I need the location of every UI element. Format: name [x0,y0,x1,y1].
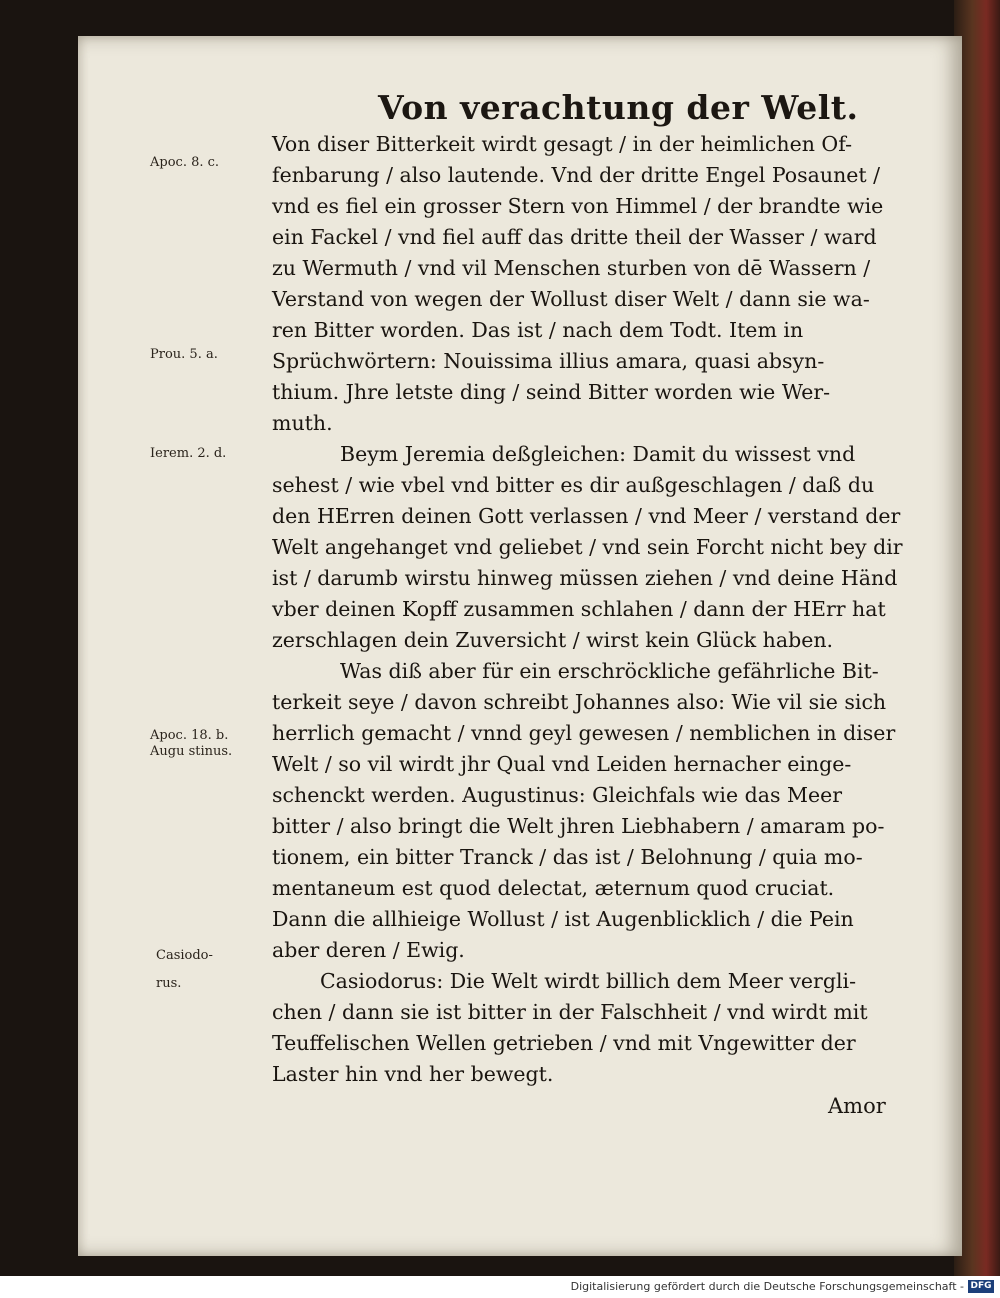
footer-bar [0,1276,1000,1298]
catchword: Amor [828,1094,886,1118]
text-line: ein Fackel / vnd fiel auff das dritte theil der Wasser / ward [272,225,877,249]
text-line: zerschlagen dein Zuversicht / wirst kein Glück haben. [272,628,834,652]
text-line: zu Wermuth / vnd vil Menschen sturben von dē Wassern / [272,256,871,280]
text-line: ist / darumb wirstu hinweg müssen ziehen / vnd deine Händ [272,566,898,590]
text-line: schenckt werden. Augustinus: Gleichfals wie das Meer [272,783,843,807]
text-line: Welt / so vil wirdt jhr Qual vnd Leiden hernacher einge- [272,752,852,776]
text-line: mentaneum est quod delectat, æternum quod cruciat. [272,876,835,900]
text-line: thium. Jhre letste ding / seind Bitter worden wie Wer- [272,380,831,404]
text-line: Dann die allhieige Wollust / ist Augenblicklich / die Pein [272,907,854,931]
text-line: Welt angehanget vnd geliebet / vnd sein Forcht nicht bey dir [272,535,903,559]
text-line: tionem, ein bitter Tranck / das ist / Belohnung / quia mo- [272,845,863,869]
dfg-logo-icon: DFG [968,1280,994,1293]
text-line: bitter / also bringt die Welt jhren Liebhabern / amaram po- [272,814,885,838]
running-head: Von verachtung der Welt. [378,88,859,127]
text-line: Sprüchwörtern: Nouissima illius amara, quasi absyn- [272,349,825,373]
text-line: vber deinen Kopff zusammen schlahen / dann der HErr hat [272,597,886,621]
text-line: terkeit seye / davon schreibt Johannes also: Wie vil sie sich [272,690,887,714]
text-line: Verstand von wegen der Wollust diser Welt / dann sie wa- [272,287,870,311]
text-line: sehest / wie vbel vnd bitter es dir außgeschlagen / daß du [272,473,875,497]
text-line: vnd es fiel ein grosser Stern von Himmel / der brandte wie [272,194,884,218]
text-line: aber deren / Ewig. [272,938,465,962]
book-page [78,36,962,1256]
text-line: Was diß aber für ein erschröckliche gefährliche Bit- [340,659,879,683]
text-line: Casiodorus: Die Welt wirdt billich dem Meer vergli- [320,969,857,993]
margin-note: Casiodo- [156,948,213,963]
text-line: Teuffelischen Wellen getrieben / vnd mit Vngewitter der [272,1031,856,1055]
text-line: den HErren deinen Gott verlassen / vnd Meer / verstand der [272,504,901,528]
margin-note: Augu stinus. [150,744,233,759]
margin-note: Prou. 5. a. [150,347,218,362]
margin-note: Ierem. 2. d. [150,446,227,461]
margin-note: Apoc. 18. b. [150,728,229,743]
text-line: Von diser Bitterkeit wirdt gesagt / in der heimlichen Of- [272,132,853,156]
text-line: chen / dann sie ist bitter in der Falschheit / vnd wirdt mit [272,1000,868,1024]
text-line: Laster hin vnd her bewegt. [272,1062,554,1086]
text-line: herrlich gemacht / vnnd geyl gewesen / nemblichen in diser [272,721,896,745]
footer-credit: Digitalisierung gefördert durch die Deutsche Forschungsgemeinschaft - [570,1280,964,1293]
margin-note: rus. [156,976,182,991]
text-line: Beym Jeremia deßgleichen: Damit du wissest vnd [340,442,856,466]
text-line: muth. [272,411,333,435]
text-line: fenbarung / also lautende. Vnd der dritte Engel Posaunet / [272,163,881,187]
text-line: ren Bitter worden. Das ist / nach dem Todt. Item in [272,318,804,342]
margin-note: Apoc. 8. c. [150,155,220,170]
